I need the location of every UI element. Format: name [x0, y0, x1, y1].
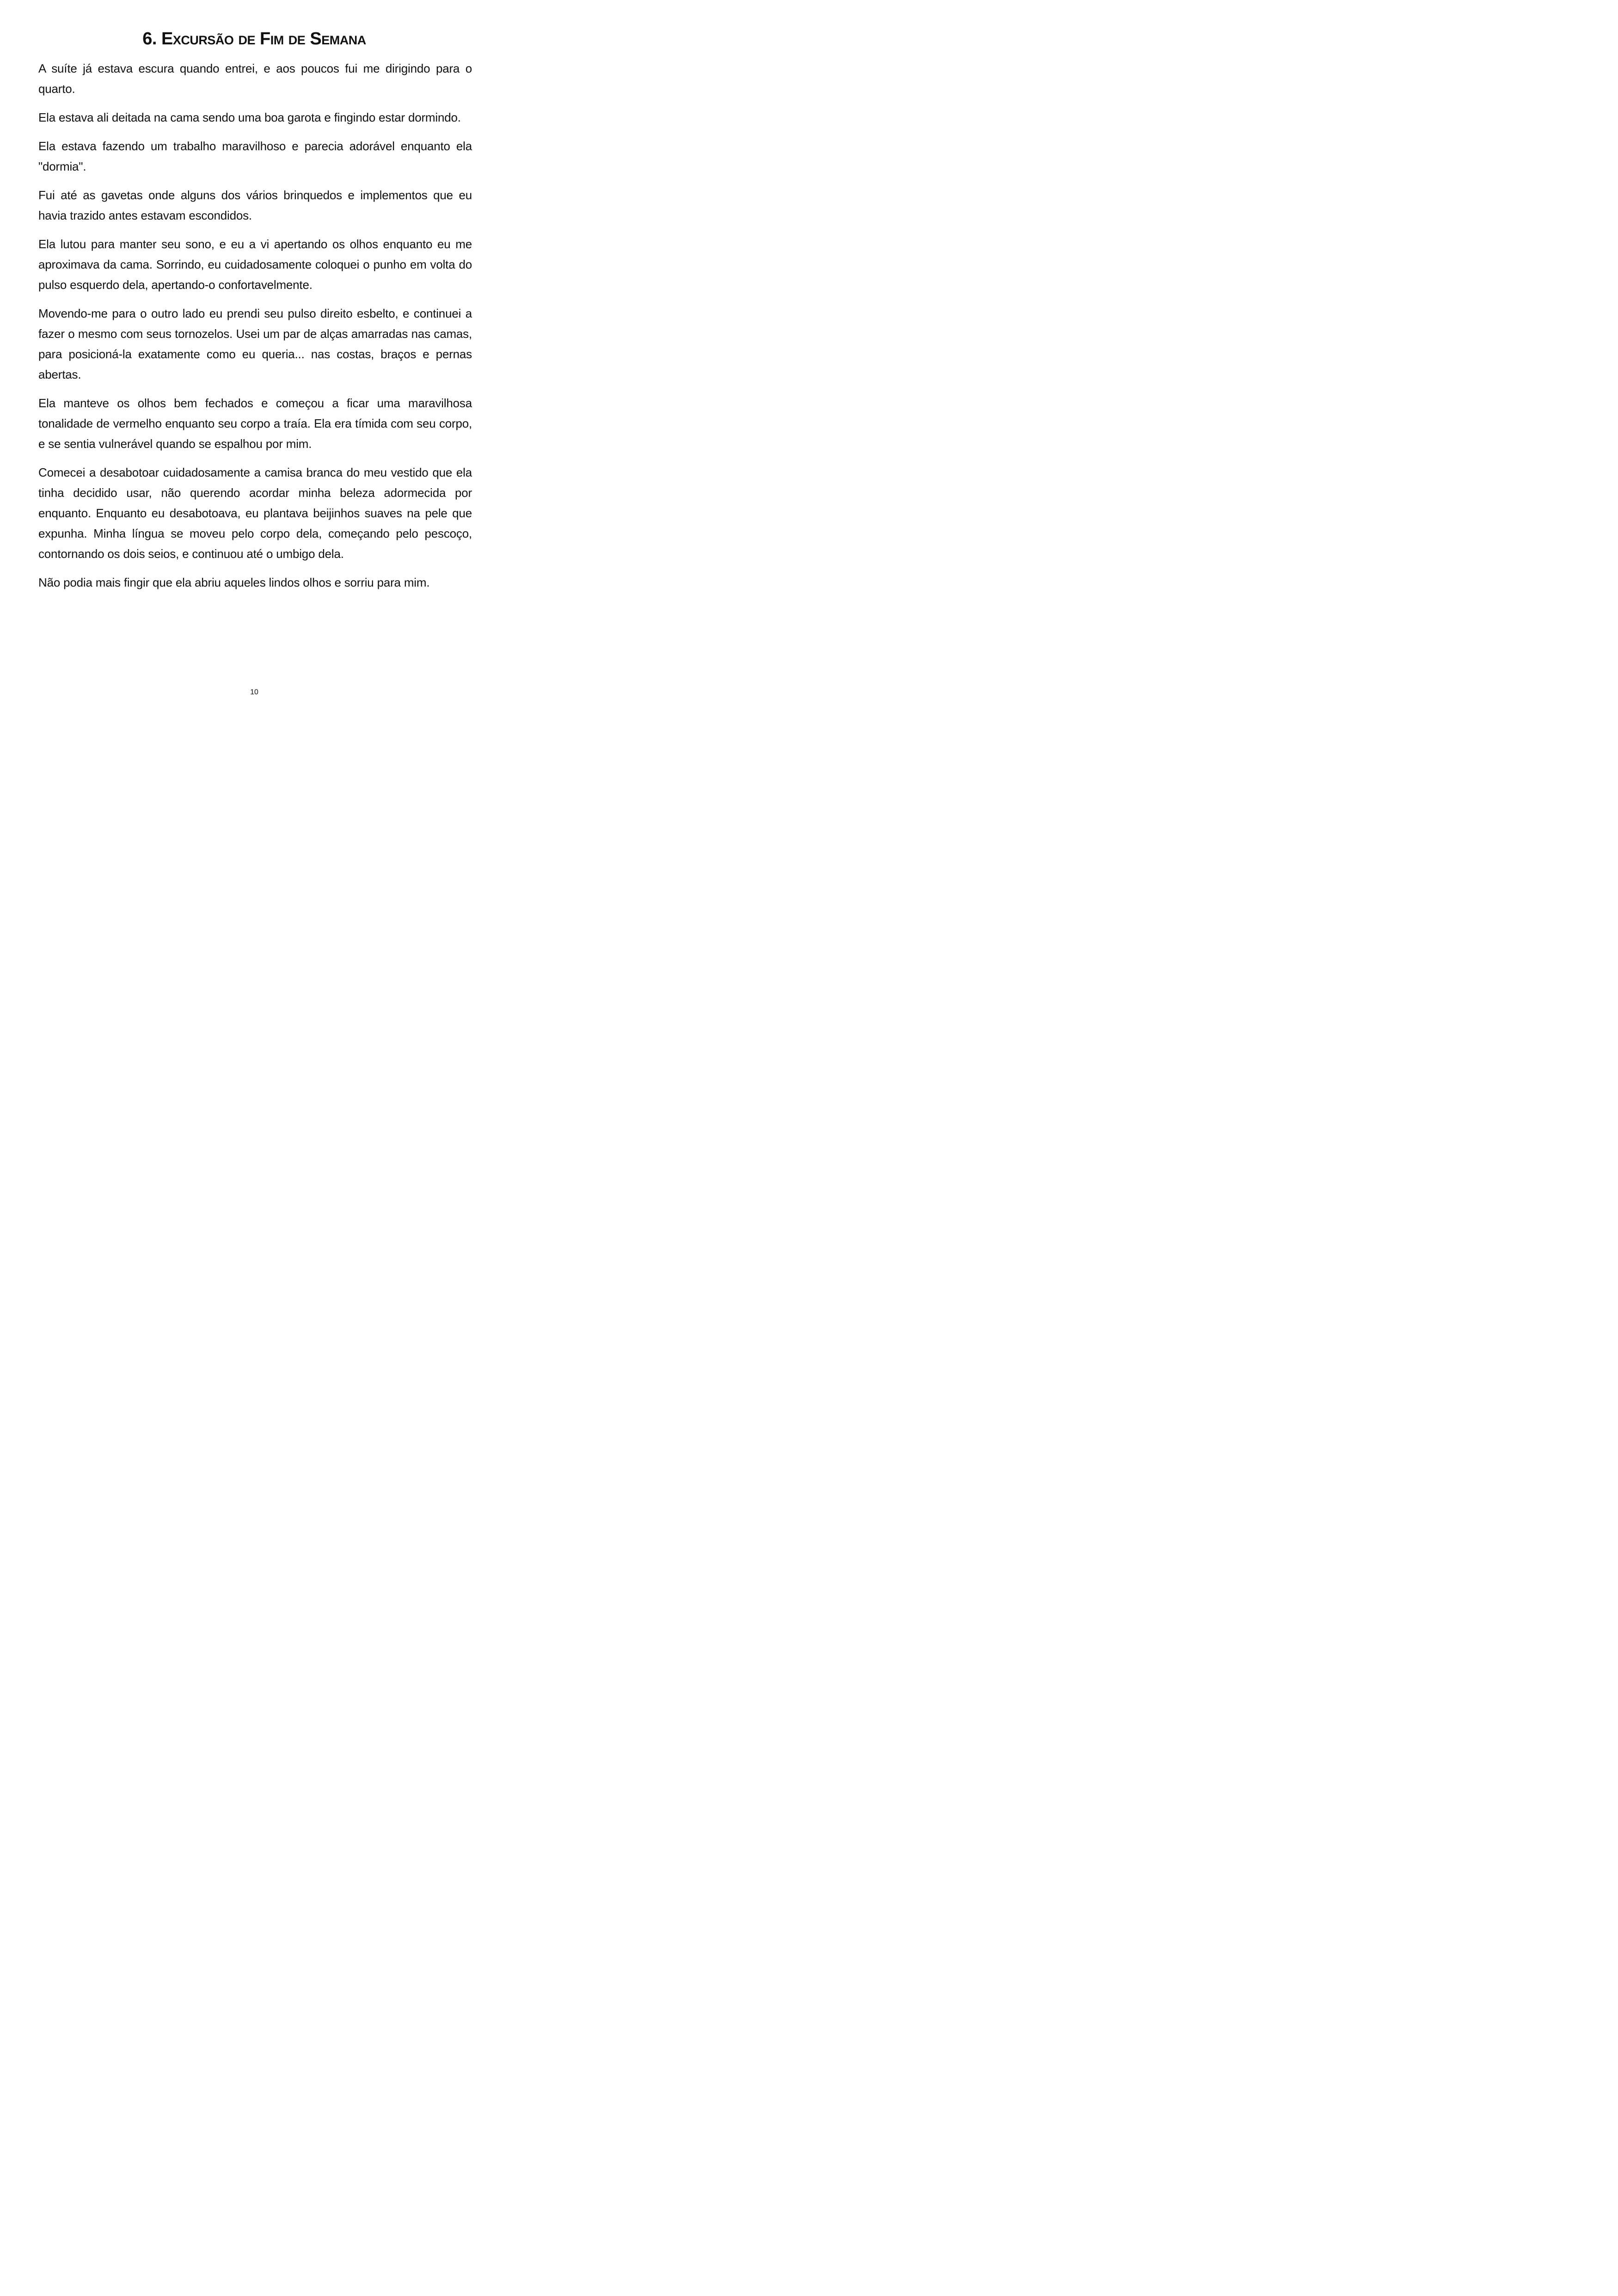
document-page: [0, 0, 509, 722]
chapter-title: 6. Excursão de Fim de Semana: [142, 29, 366, 49]
paragraph: Movendo-me para o outro lado eu prendi seu pulso direito esbelto, e continuei a fazer o mesmo com seus tornozelos. Usei um par de alças amarradas nas camas, para posicioná-la exatamente como eu queria... nas costas, braços e pernas abertas.: [38, 306, 472, 381]
paragraph: Ela estava ali deitada na cama sendo uma boa garota e fingindo estar dormindo.: [38, 110, 461, 124]
paragraph: Ela estava fazendo um trabalho maravilhoso e parecia adorável enquanto ela "dormia".: [38, 139, 472, 173]
paragraph: Não podia mais fingir que ela abriu aqueles lindos olhos e sorriu para mim.: [38, 576, 430, 589]
page-number: 10: [250, 688, 258, 696]
paragraph: Ela manteve os olhos bem fechados e começou a ficar uma maravilhosa tonalidade de vermelho enquanto seu corpo a traía. Ela era tímida com seu corpo, e se sentia vulnerável quando se espalhou por mim.: [38, 396, 472, 451]
chapter-body: [38, 58, 472, 601]
paragraph: Comecei a desabotoar cuidadosamente a camisa branca do meu vestido que ela tinha decidido usar, não querendo acordar minha beleza adormecida por enquanto. Enquanto eu desabotoava, eu plantava beijinhos suaves na pele que expunha. Minha língua se moveu pelo corpo dela, começando pelo pescoço, contornando os dois seios, e continuou até o umbigo dela.: [38, 465, 472, 561]
paragraph: A suíte já estava escura quando entrei, e aos poucos fui me dirigindo para o quarto.: [38, 61, 472, 96]
paragraph: Fui até as gavetas onde alguns dos vários brinquedos e implementos que eu havia trazido antes estavam escondidos.: [38, 188, 472, 222]
paragraph: Ela lutou para manter seu sono, e eu a vi apertando os olhos enquanto eu me aproximava da cama. Sorrindo, eu cuidadosamente coloquei o punho em volta do pulso esquerdo dela, apertando-o confortavelmente.: [38, 237, 472, 292]
